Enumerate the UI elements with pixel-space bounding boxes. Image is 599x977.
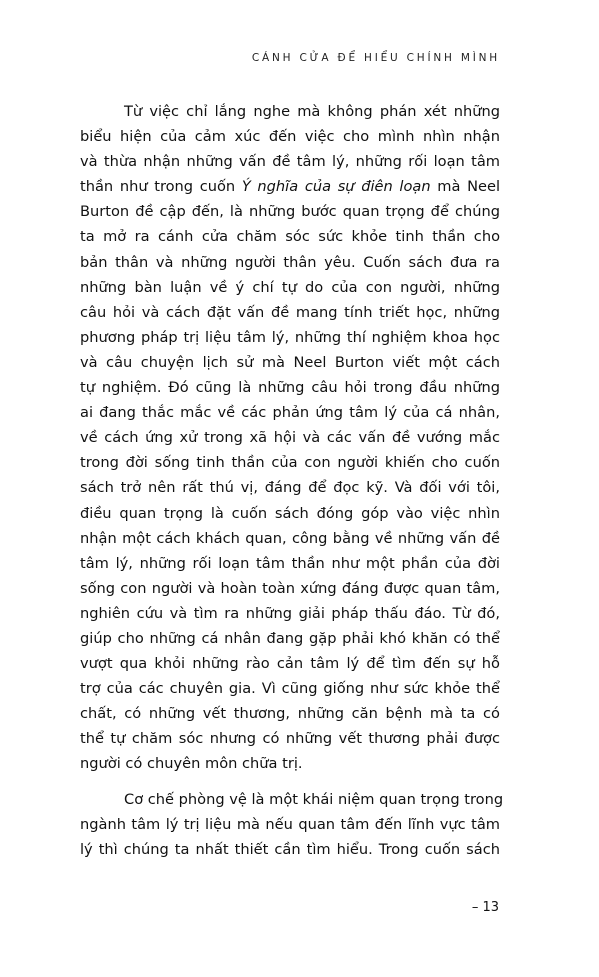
text-line: nghiên cứu và tìm ra những giải pháp thấu đáo. Từ đó, bbox=[80, 604, 500, 622]
text-line: sống con người và hoàn toàn xứng đáng được quan tâm, bbox=[80, 579, 500, 597]
text-line: lý thì chúng ta nhất thiết cần tìm hiểu. Trong cuốn sách bbox=[80, 840, 500, 858]
text-line-with-book-title bbox=[80, 174, 500, 199]
text-line: Cơ chế phòng vệ là một khái niệm quan trọng trong bbox=[124, 790, 504, 808]
text-line: biểu hiện của cảm xúc đến việc cho mình nhìn nhận bbox=[80, 128, 500, 146]
text-line: sách trở nên rất thú vị, đáng để đọc kỹ. Và đối với tôi, bbox=[80, 479, 500, 497]
text-line: trong đời sống tinh thần của con người khiến cho cuốn bbox=[80, 454, 500, 472]
text-line: điều quan trọng là cuốn sách đóng góp vào việc nhìn bbox=[80, 504, 500, 522]
text-line: phương pháp trị liệu tâm lý, những thí nghiệm khoa học bbox=[80, 328, 500, 346]
text-line: Từ việc chỉ lắng nghe mà không phán xét những bbox=[124, 103, 500, 120]
text-segment: mà Neel bbox=[430, 178, 500, 196]
text-line: người có chuyên môn chữa trị. bbox=[80, 755, 303, 773]
text-line: trợ của các chuyên gia. Vì cũng giống như sức khỏe thể bbox=[80, 680, 500, 698]
text-line: giúp cho những cá nhân đang gặp phải khó khăn có thể bbox=[80, 629, 500, 647]
text-line: và câu chuyện lịch sử mà Neel Burton viết một cách bbox=[80, 353, 500, 371]
text-line: ngành tâm lý trị liệu mà nếu quan tâm đến lĩnh vực tâm bbox=[80, 815, 500, 833]
text-line: thể tự chăm sóc nhưng có những vết thương phải được bbox=[80, 730, 500, 748]
text-line: câu hỏi và cách đặt vấn đề mang tính triết học, những bbox=[80, 303, 500, 321]
text-line: ta mở ra cánh cửa chăm sóc sức khỏe tinh thần cho bbox=[80, 228, 500, 246]
text-line: chất, có những vết thương, những căn bệnh mà ta có bbox=[80, 705, 500, 723]
text-segment: thần như trong cuốn bbox=[80, 178, 242, 196]
text-line: bản thân và những người thân yêu. Cuốn sách đưa ra bbox=[80, 253, 500, 271]
book-title: Ý nghĩa của sự điên loạn bbox=[241, 178, 431, 196]
text-line: những bàn luận về ý chí tự do của con người, những bbox=[80, 278, 500, 296]
page-number: – 13 bbox=[471, 900, 499, 915]
running-header: CÁNH CỬA ĐỂ HIỂU CHÍNH MÌNH bbox=[251, 52, 500, 64]
text-line: tự nghiệm. Đó cũng là những câu hỏi trong đầu những bbox=[80, 379, 500, 397]
text-line: tâm lý, những rối loạn tâm thần như một phần của đời bbox=[80, 554, 500, 572]
text-line: về cách ứng xử trong xã hội và các vấn đề vướng mắc bbox=[80, 429, 500, 447]
text-line: vượt qua khỏi những rào cản tâm lý để tìm đến sự hỗ bbox=[80, 655, 500, 673]
text-line: và thừa nhận những vấn đề tâm lý, những rối loạn tâm bbox=[80, 153, 500, 171]
text-line: nhận một cách khách quan, công bằng về những vấn đề bbox=[80, 529, 500, 547]
body-text bbox=[80, 99, 504, 862]
text-line: ai đang thắc mắc về các phản ứng tâm lý của cá nhân, bbox=[80, 404, 500, 422]
text-line: Burton đề cập đến, là những bước quan trọng để chúng bbox=[80, 203, 500, 221]
